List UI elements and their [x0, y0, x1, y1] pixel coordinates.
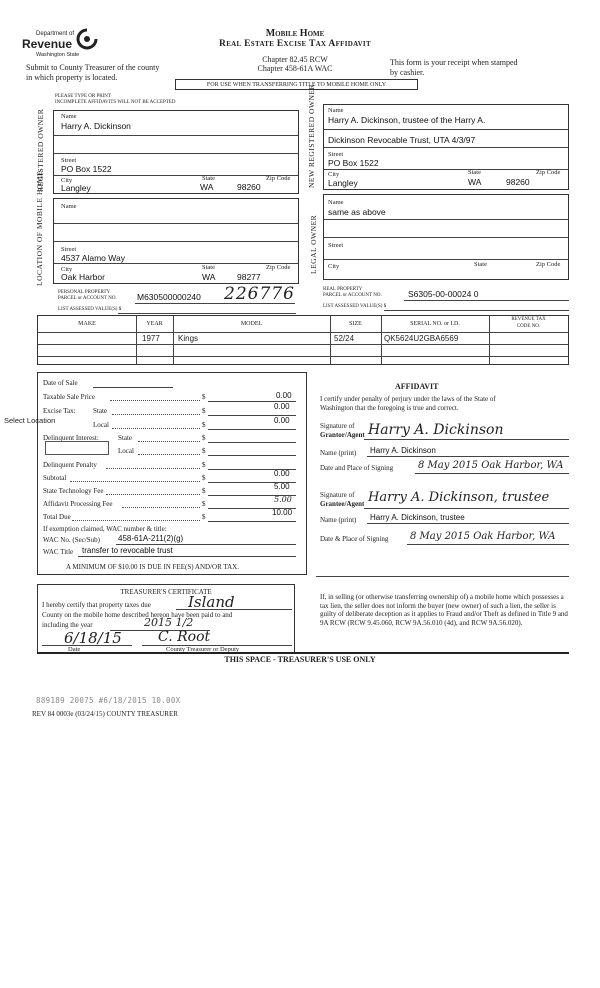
receipt-text-1: This form is your receipt when stamped — [390, 58, 518, 67]
row-model: Kings — [178, 334, 199, 343]
reg-city-label: City — [61, 177, 73, 184]
legal-owner-side-label: LEGAL OWNER — [309, 214, 318, 274]
subtotal-label: Subtotal — [43, 474, 67, 482]
th-make: MAKE — [78, 321, 96, 327]
wac-no-label: WAC No. (Sec/Sub) — [43, 536, 100, 544]
grantee-name: Harry A. Dickinson, trustee — [370, 513, 465, 522]
loc-state-label: State — [202, 264, 215, 271]
treasurer-certificate — [37, 584, 295, 652]
treasurer-title: TREASURER'S CERTIFICATE — [120, 588, 212, 596]
grantee-date-label: Date & Place of Signing — [320, 535, 389, 543]
grantor-sig-label-1: Signature of — [320, 422, 355, 430]
loc-city: Oak Harbor — [61, 272, 105, 282]
legal-zip-label: Zip Code — [536, 261, 561, 268]
legal-owner-box — [323, 194, 569, 280]
grantor-name: Harry A. Dickinson — [370, 446, 436, 455]
grantee-name-label: Name (print) — [320, 516, 357, 524]
grantor-signature: Harry A. Dickinson — [368, 422, 504, 438]
legal-name: same as above — [328, 207, 386, 217]
total-due-label: Total Due — [43, 513, 71, 521]
transfer-banner: FOR USE WHEN TRANSFERRING TITLE TO MOBILE HOME ONLY — [175, 79, 418, 90]
legal-state-label: State — [474, 261, 487, 268]
vehicle-table — [37, 315, 569, 365]
excise-state: 0.00 — [274, 402, 290, 411]
revenue-logo-mark-icon — [76, 28, 98, 50]
grantor-date: 8 May 2015 Oak Harbor, WA — [418, 460, 564, 471]
reg-name-label: Name — [61, 113, 77, 120]
affidavit-fee: 5.00 — [274, 495, 292, 504]
cashier-stamp: 889189 20075 #6/18/2015 10.00X — [36, 696, 181, 705]
new-city-label: City — [328, 171, 340, 178]
treasurer-date: 6/18/15 — [64, 629, 122, 647]
grantor-sig-label-2: Grantor/Agent — [320, 431, 365, 439]
treasurer-county: Island — [188, 593, 235, 611]
th-serial: SERIAL NO. or I.D. — [410, 321, 460, 327]
loc-state: WA — [202, 272, 216, 282]
reg-street-label: Street — [61, 157, 77, 164]
registered-owner-side-label: REGISTERED OWNER — [36, 108, 45, 192]
dept-line1: Department of — [36, 31, 75, 37]
date-of-sale-label: Date of Sale — [43, 379, 78, 387]
wac-title: transfer to revocable trust — [82, 546, 173, 555]
grantee-sig-label-1: Signature of — [320, 491, 355, 499]
personal-parcel-label-2: PARCEL or ACCOUNT NO. — [58, 296, 117, 301]
subtotal: 0.00 — [274, 469, 290, 478]
chapter-1: Chapter 82.45 RCW — [262, 55, 328, 64]
tax-box: Date of Sale Taxable Sale Price $ 0.00 Excise Tax: State $ 0.00 Local $ 0.00 Delinquent Interest: State $ Local $ Delinquent Penalty $ Subtotal $ 0.00 State Technology Fee $ 5.00 Affidavit Processing Fee $ 5.00 Total Due $ 10.00 If exemption claimed, WAC number & title: WAC No. (Sec/Sub) 458-61A-211(2)(g) WAC Title transfer to revocable trust A MINIMUM OF $10.00 IS DUE IN FEE(S) AND/OR TAX. — [37, 372, 307, 575]
real-parcel-no: S6305-00-00024 0 — [408, 289, 479, 299]
total-due: 10.00 — [272, 508, 293, 517]
treasurer-date-label: Date — [68, 646, 81, 653]
legal-street-label: Street — [328, 242, 344, 249]
treasurer-signature: C. Root — [158, 629, 211, 645]
delinquent-location-select[interactable] — [45, 441, 109, 455]
reg-city: Langley — [61, 183, 91, 193]
revenue-logo — [22, 26, 100, 60]
personal-parcel-handwritten: 226776 — [224, 284, 295, 304]
chapter-2: Chapter 458-61A WAC — [257, 64, 333, 73]
excise-tax-label: Excise Tax: — [43, 407, 76, 415]
new-name-line1: Harry A. Dickinson, trustee of the Harry A. — [328, 115, 486, 125]
reg-street: PO Box 1522 — [61, 164, 112, 174]
delinquent-penalty-label: Delinquent Penalty — [43, 461, 97, 469]
taxable-sale-price-label: Taxable Sale Price — [43, 393, 95, 401]
new-zip-label: Zip Code — [536, 169, 561, 176]
personal-parcel-label-1: PERSONAL PROPERTY — [58, 290, 111, 295]
new-street-label: Street — [328, 151, 344, 158]
loc-zip: 98277 — [237, 272, 261, 282]
affidavit-title: AFFIDAVIT — [395, 382, 439, 391]
form-footer: REV 84 0003e (03/24/15) COUNTY TREASURER — [32, 710, 178, 718]
affidavit-certify-2: Washington that the foregoing is true and correct. — [320, 404, 459, 412]
state-tech-fee-label: State Technology Fee — [43, 487, 104, 495]
wac-title-label: WAC Title — [43, 548, 74, 556]
submit-text-1: Submit to County Treasurer of the county — [26, 63, 160, 72]
real-parcel-label-2: PARCEL or ACCOUNT NO. — [323, 293, 382, 298]
new-state-label: State — [468, 169, 481, 176]
delinquent-interest-label: Delinquent Interest: — [43, 434, 99, 442]
new-registered-owner-side-label: NEW REGISTERED OWNER — [307, 83, 316, 188]
location-box — [53, 198, 299, 284]
form-title-line2: Real Estate Excise Tax Affidavit — [219, 39, 371, 49]
reg-zip-label: Zip Code — [266, 175, 291, 182]
minimum-text: A MINIMUM OF $10.00 IS DUE IN FEE(S) AND/OR TAX. — [66, 563, 239, 571]
wac-no: 458-61A-211(2)(g) — [118, 534, 184, 543]
exemption-text: If exemption claimed, WAC number & title: — [43, 525, 167, 533]
submit-text-2: in which property is located. — [26, 73, 118, 82]
treasurer-line3: including the year — [42, 621, 93, 629]
th-revenue-1: REVENUE TAX — [511, 317, 546, 322]
new-name-line2: Dickinson Revocable Trust, UTA 4/3/97 — [328, 135, 476, 145]
form-title — [195, 28, 395, 73]
reg-name: Harry A. Dickinson — [61, 121, 131, 131]
treasurer-year: 2015 1/2 — [144, 616, 194, 629]
receipt-text-2: by cashier. — [390, 68, 425, 77]
registered-owner-box — [53, 110, 299, 194]
print-note-1: PLEASE TYPE OR PRINT — [55, 94, 111, 99]
treasurer-line1: I hereby certify that property taxes due — [42, 601, 151, 609]
grantee-sig-label-2: Grantee/Agent — [320, 500, 365, 508]
personal-parcel-no: M630500000240 — [137, 292, 201, 302]
th-year: YEAR — [146, 321, 163, 327]
th-revenue-2: CODE NO. — [516, 324, 541, 329]
real-assessed-label: LIST ASSESSED VALUE(S) $ — [323, 304, 387, 309]
new-zip: 98260 — [506, 177, 530, 187]
tax-lien-note: If, in selling (or otherwise transferring ownership of) a mobile home which possesses a tax lien, the seller does not inform the buyer (new owner) of such a lien, the seller is guilty of deliberate deception as it applies to Fraud and/or Theft as defined in Title 9 and 9A RCW (RCW 9.45.060, RCW 9A.56.010 (4d), and RCW 9A.56.020). — [320, 593, 568, 627]
row-year: 1977 — [142, 334, 160, 343]
loc-street-label: Street — [61, 246, 77, 253]
new-owner-box — [323, 104, 569, 190]
state-tech-fee: 5.00 — [274, 482, 290, 491]
new-state: WA — [468, 177, 482, 187]
reg-state-label: State — [202, 175, 215, 182]
row-serial: QK5624U2GBA6569 — [384, 334, 459, 343]
legal-city-label: City — [328, 263, 340, 270]
select-location-label[interactable]: Select Location — [4, 416, 56, 425]
grantor-date-label: Date and Place of Signing — [320, 464, 394, 472]
reg-zip: 98260 — [237, 182, 261, 192]
reg-state: WA — [200, 182, 214, 192]
th-size: SIZE — [349, 321, 362, 327]
legal-name-label: Name — [328, 199, 344, 206]
loc-street: 4537 Alamo Way — [61, 253, 125, 263]
treasurer-line2: County on the mobile home described hereon have been paid to and — [42, 611, 233, 619]
form-title-line1: Mobile Home — [265, 28, 325, 39]
excise-local: 0.00 — [274, 416, 290, 425]
grantor-name-label: Name (print) — [320, 449, 357, 457]
loc-zip-label: Zip Code — [266, 264, 291, 271]
taxable-sale-price: 0.00 — [276, 391, 292, 400]
treasurer-use-only: THIS SPACE - TREASURER'S USE ONLY — [224, 655, 376, 664]
th-model: MODEL — [240, 321, 263, 327]
grantee-date: 8 May 2015 Oak Harbor, WA — [410, 531, 556, 542]
new-city: Langley — [328, 178, 358, 188]
affidavit-certify-1: I certify under penalty of perjury under the laws of the State of — [320, 395, 496, 403]
row-size: 52/24 — [334, 334, 355, 343]
dept-line3: Washington State — [36, 52, 80, 58]
new-street: PO Box 1522 — [328, 158, 379, 168]
personal-assessed-label: LIST ASSESSED VALUE(S) $ — [58, 307, 122, 312]
dept-line2: Revenue — [22, 37, 73, 51]
real-parcel-label-1: REAL PROPERTY — [323, 287, 363, 292]
loc-name-label: Name — [61, 203, 77, 210]
grantee-signature: Harry A. Dickinson, trustee — [368, 490, 550, 505]
new-name-label: Name — [328, 107, 344, 114]
location-side-label: LOCATION OF MOBILE HOME — [35, 170, 44, 286]
loc-city-label: City — [61, 266, 73, 273]
print-note-2: INCOMPLETE AFFIDAVITS WILL NOT BE ACCEPTED — [55, 100, 176, 105]
treasurer-officer-label: County Treasurer or Deputy — [166, 646, 240, 653]
affidavit-fee-label: Affidavit Processing Fee — [43, 500, 113, 508]
